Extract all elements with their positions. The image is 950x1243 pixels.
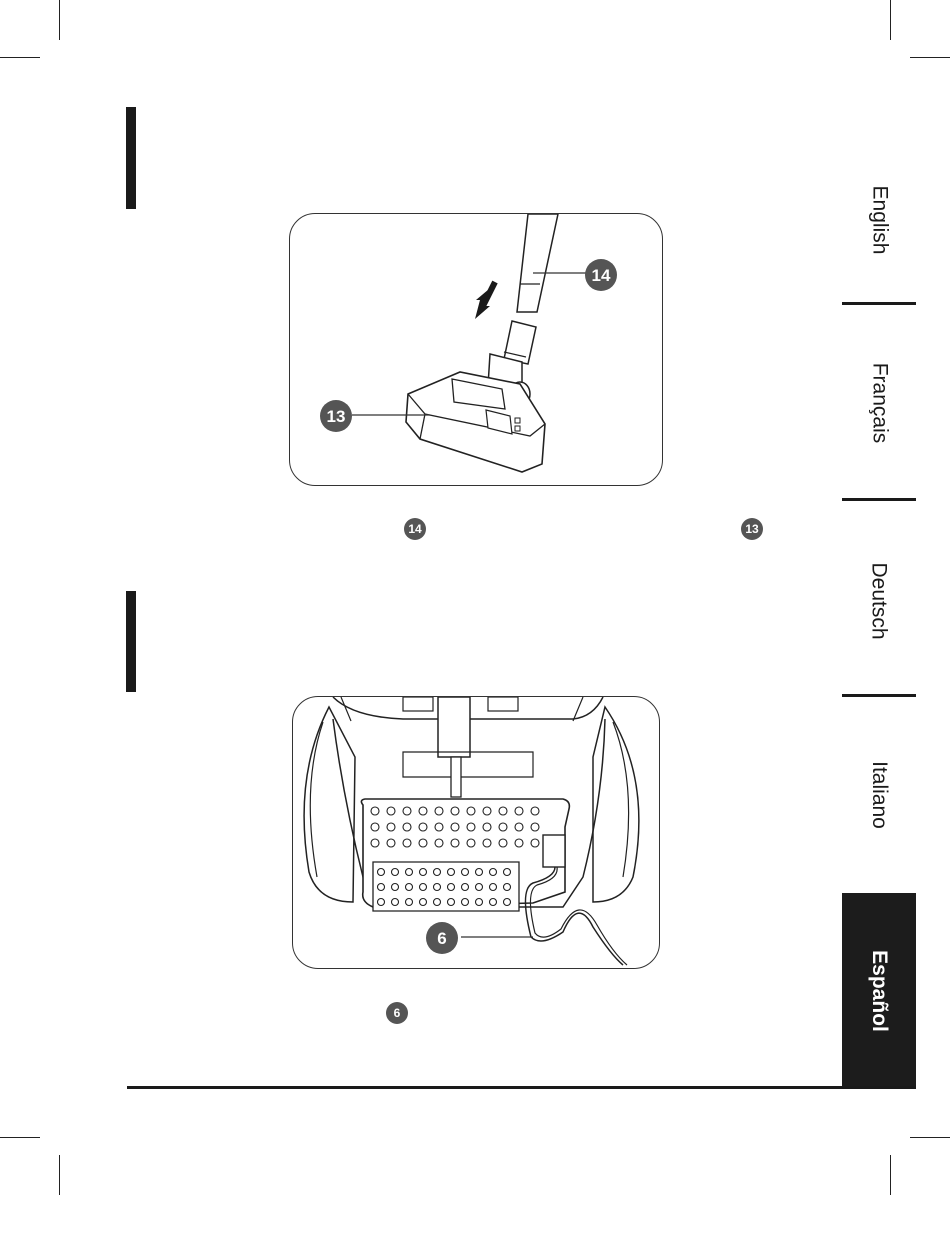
crop-mark: [59, 0, 60, 40]
lang-tab-english[interactable]: [842, 140, 916, 300]
lang-divider: [842, 498, 916, 501]
lang-tab-label: Français: [868, 362, 891, 443]
lang-tab-label: Español: [868, 950, 891, 1032]
crop-mark: [59, 1155, 60, 1195]
lang-tab-label: English: [867, 185, 891, 255]
crop-mark: [0, 57, 40, 58]
crop-mark: [0, 1137, 40, 1138]
vacuum-rear-illustration: [293, 697, 659, 968]
lang-tab-francais[interactable]: [842, 320, 916, 485]
crop-mark: [890, 0, 891, 40]
lang-tab-espanol[interactable]: [842, 893, 916, 1089]
lang-tab-italiano[interactable]: [842, 712, 916, 877]
text-ref-13: 13: [741, 518, 763, 540]
text-ref-6: 6: [386, 1002, 408, 1024]
text-ref-14: 14: [404, 518, 426, 540]
footer-rule: [127, 1086, 916, 1089]
section-1-marker: [126, 107, 136, 209]
crop-mark: [910, 1137, 950, 1138]
crop-mark: [910, 57, 950, 58]
callout-14-badge: 14: [585, 259, 617, 291]
callout-6-badge: 6: [426, 922, 458, 954]
lang-divider: [842, 694, 916, 697]
lang-divider: [842, 302, 916, 305]
lang-tab-deutsch[interactable]: [842, 518, 916, 683]
lang-tab-label: Italiano: [868, 760, 891, 829]
figure-power-cord: [292, 696, 660, 969]
lang-tab-label: Deutsch: [868, 561, 892, 640]
crop-mark: [890, 1155, 891, 1195]
figure-floor-brush: [289, 213, 663, 486]
floor-brush-illustration: [290, 214, 662, 485]
section-2-marker: [126, 591, 136, 692]
callout-13-badge: 13: [320, 400, 352, 432]
